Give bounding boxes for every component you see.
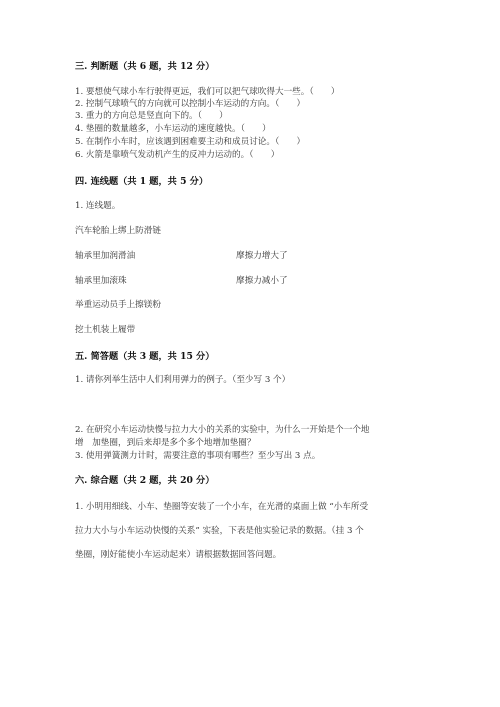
match-left-item-4: 举重运动员手上擦镁粉 — [75, 300, 161, 310]
section3-item-6: 6. 火箭是靠喷气发动机产生的反冲力运动的。（ ） — [75, 150, 280, 160]
section6-line-2: 拉力大小与小车运动快慢的关系” 实验，下表是他实验记录的数据。（挂 3 个 — [75, 526, 364, 536]
section6-line-1: 1. 小明用细线、小车、垫圈等安装了一个小车，在光滑的桌面上做 “小车所受 — [75, 502, 369, 512]
section3-title: 三. 判断题（共 6 题，共 12 分） — [75, 61, 215, 72]
section3-item-2: 2. 控制气球喷气的方向就可以控制小车运动的方向。（ ） — [75, 99, 306, 109]
match-left-item-2: 轴承里加润滑油 — [75, 251, 136, 261]
section3-item-1: 1. 要想使气球小车行驶得更远，我们可以把气球吹得大一些。（ ） — [75, 87, 340, 97]
section3-item-4: 4. 垫圈的数量越多，小车运动的速度越快。（ ） — [75, 124, 271, 134]
match-left-item-1: 汽车轮胎上绑上防滑链 — [75, 226, 161, 236]
section5-title: 五. 简答题（共 3 题，共 15 分） — [75, 351, 215, 362]
section5-question-1: 1. 请你列举生活中人们利用弹力的例子。（至少写 3 个） — [75, 375, 291, 385]
section3-item-5: 5. 在制作小车时，应该遇到困难要主动和成员讨论。（ ） — [75, 137, 306, 147]
match-left-item-3: 轴承里加滚珠 — [75, 276, 127, 286]
match-left-item-5: 挖土机装上履带 — [75, 325, 136, 335]
section3-item-3: 3. 重力的方向总是竖直向下的。（ ） — [75, 111, 228, 121]
section6-title: 六. 综合题（共 2 题，共 20 分） — [75, 475, 215, 486]
section4-question: 1. 连线题。 — [75, 201, 121, 211]
match-right-item-2: 摩擦力减小了 — [236, 276, 288, 286]
section5-question-2-line-2: 增 加垫圈，到后来却是多个多个地增加垫圈？ — [75, 438, 256, 448]
section5-question-3: 3. 使用弹簧测力计时，需要注意的事项有哪些？至少写出 3 点。 — [75, 451, 321, 461]
match-right-item-1: 摩擦力增大了 — [236, 251, 288, 261]
section5-question-2-line-1: 2. 在研究小车运动快慢与拉力大小的关系的实验中，为什么一开始是个一个地 — [75, 425, 370, 435]
section6-line-3: 垫圈，刚好能使小车运动起来）请根据数据回答问题。 — [75, 550, 282, 560]
section4-title: 四. 连线题（共 1 题，共 5 分） — [75, 176, 209, 187]
